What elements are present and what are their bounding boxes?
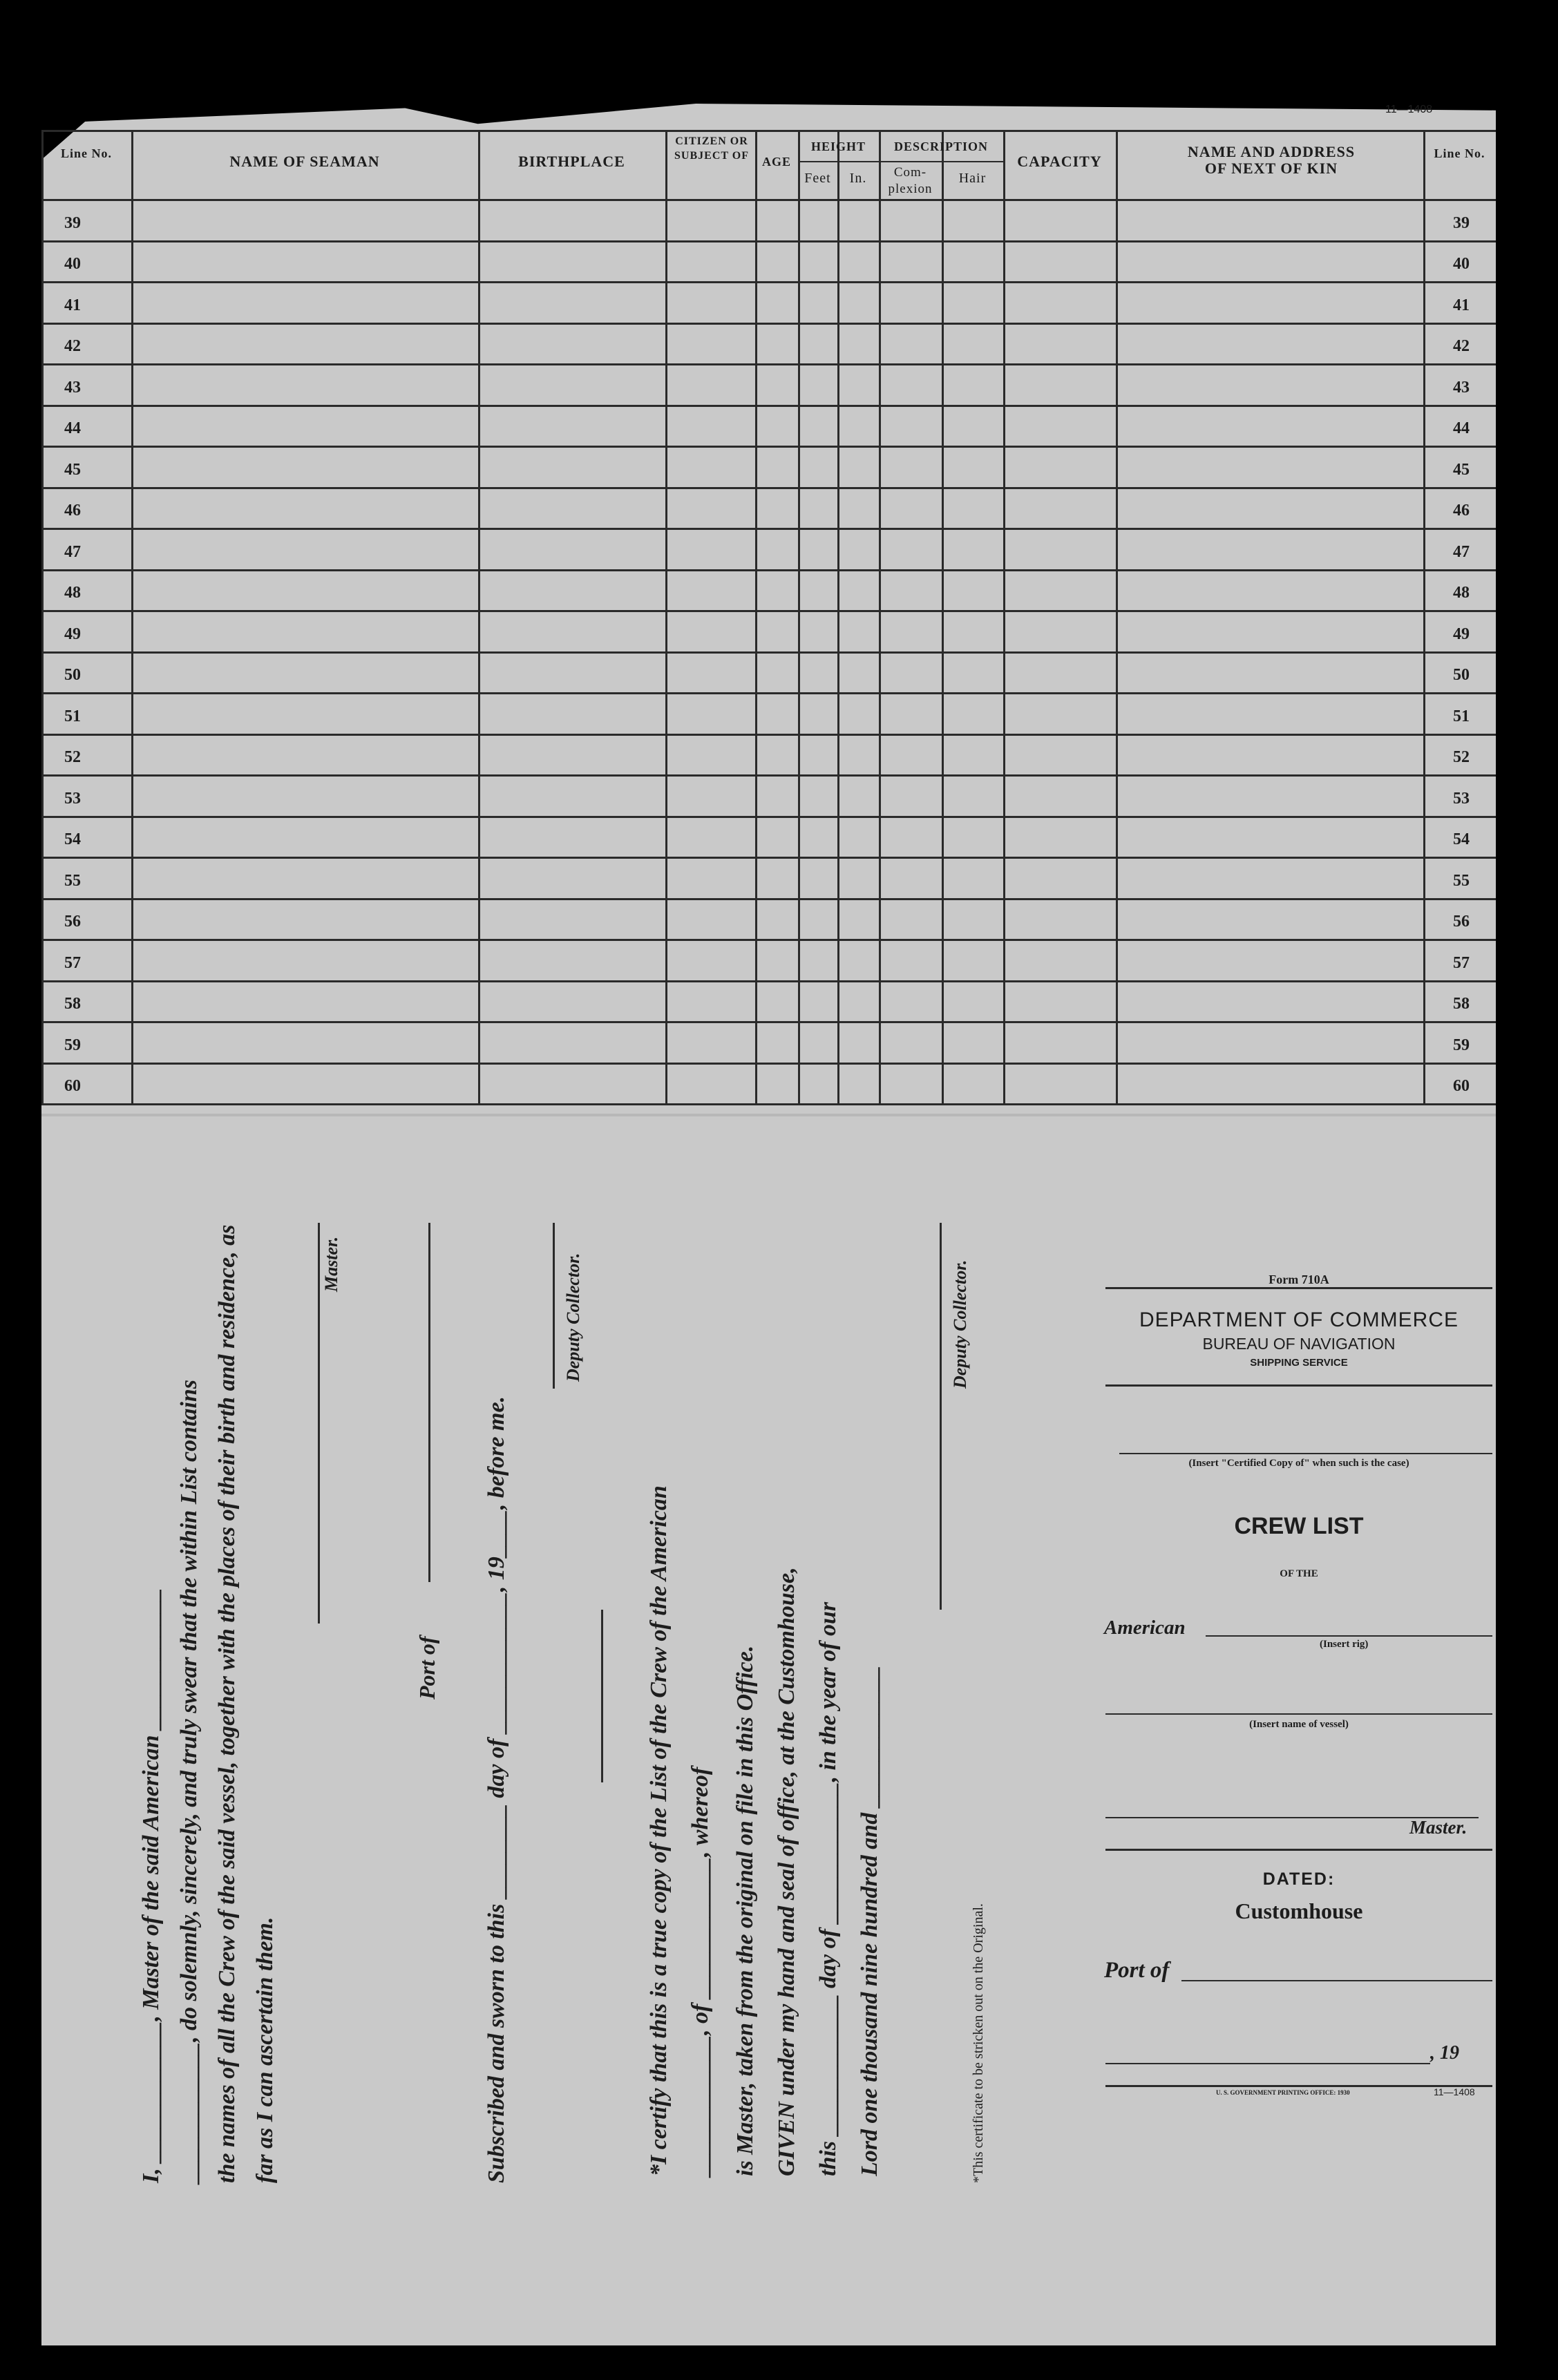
cover-rule-top <box>1105 1287 1492 1289</box>
certified-copy-line <box>1119 1453 1492 1454</box>
header-bottom-border <box>41 199 1496 201</box>
row-number-right: 56 <box>1453 913 1470 931</box>
row-divider <box>41 898 1496 900</box>
row-number-right: 48 <box>1453 584 1470 602</box>
header-hair: Hair <box>958 171 987 186</box>
cover-insert-certified: (Insert "Certified Copy of" when such is the case) <box>1188 1458 1409 1469</box>
header-name-of-seaman: NAME OF SEAMAN <box>229 153 380 170</box>
date-line <box>1105 2063 1430 2064</box>
header-complexion: Com-plexion <box>888 165 933 196</box>
cover-dated: DATED: <box>1262 1869 1336 1889</box>
row-divider <box>41 816 1496 818</box>
row-number-left: 48 <box>64 584 81 602</box>
row-number-right: 59 <box>1453 1036 1470 1054</box>
certify-line-3: is Master, taken from the original on file in this Office. <box>732 1645 758 2176</box>
port-name-line <box>1181 1980 1492 1981</box>
header-next-of-kin: NAME AND ADDRESS OF NEXT OF KIN <box>1187 143 1356 177</box>
row-divider <box>41 323 1496 325</box>
oath-master-label: Master. <box>321 1236 341 1292</box>
col-border <box>478 130 480 1104</box>
row-number-left: 45 <box>64 461 81 479</box>
footnote: *This certificate to be stricken out on the Original. <box>971 1903 986 2183</box>
row-divider <box>41 1103 1496 1105</box>
lord-line: Lord one thousand nine hundred and ____________ <box>857 1666 882 2176</box>
row-divider <box>41 569 1496 571</box>
col-border <box>1116 130 1118 1104</box>
row-number-right: 42 <box>1453 337 1470 355</box>
row-number-left: 41 <box>64 296 81 314</box>
row-divider <box>41 692 1496 694</box>
row-number-right: 55 <box>1453 872 1470 890</box>
row-number-left: 47 <box>64 543 81 561</box>
header-birthplace: BIRTHPLACE <box>518 153 625 170</box>
row-number-left: 56 <box>64 913 81 931</box>
row-divider <box>41 487 1496 489</box>
given-line: GIVEN under my hand and seal of office, at the Customhouse, <box>774 1567 799 2176</box>
cover-master: Master. <box>1409 1817 1467 1838</box>
port-line <box>428 1223 430 1582</box>
cover-form-number: Form 710A <box>1269 1273 1329 1286</box>
row-divider <box>41 734 1496 736</box>
row-number-left: 43 <box>64 379 81 397</box>
row-number-right: 46 <box>1453 502 1470 520</box>
cover-printing-office: U. S. GOVERNMENT PRINTING OFFICE: 1930 <box>1216 2089 1350 2096</box>
certify-line-2: ____________, of ____________, whereof <box>687 1767 713 2176</box>
cover-department: DEPARTMENT OF COMMERCE <box>1139 1308 1459 1331</box>
form-code-top: 11—1408 <box>1385 104 1433 115</box>
header-citizen: CITIZEN OR SUBJECT OF <box>674 135 749 162</box>
cover-american: American <box>1104 1617 1186 1639</box>
row-divider <box>41 1063 1496 1065</box>
row-divider <box>41 405 1496 407</box>
header-inches: In. <box>849 171 867 186</box>
row-number-right: 57 <box>1453 954 1470 972</box>
col-border <box>755 130 757 1104</box>
row-divider <box>41 1021 1496 1023</box>
header-height: HEIGHT <box>810 140 866 153</box>
col-border <box>942 130 944 1104</box>
row-number-right: 49 <box>1453 625 1470 643</box>
oath-line-1: I, ____________, Master of the said American ____________ <box>138 1588 164 2183</box>
row-number-left: 44 <box>64 419 81 437</box>
row-number-left: 57 <box>64 954 81 972</box>
row-number-right: 39 <box>1453 214 1470 232</box>
vessel-name-line <box>1105 1713 1492 1715</box>
rig-line <box>1206 1635 1492 1637</box>
cover-bureau: BUREAU OF NAVIGATION <box>1202 1335 1396 1353</box>
cover-insert-name: (Insert name of vessel) <box>1249 1719 1349 1730</box>
row-number-right: 44 <box>1453 419 1470 437</box>
row-number-left: 54 <box>64 830 81 848</box>
row-number-left: 52 <box>64 748 81 766</box>
row-divider <box>41 774 1496 777</box>
row-divider <box>41 651 1496 654</box>
col-border <box>1423 130 1425 1104</box>
cover-crew-list: CREW LIST <box>1234 1513 1364 1539</box>
deputy-line-1b <box>553 1223 555 1389</box>
row-number-right: 41 <box>1453 296 1470 314</box>
row-divider <box>41 281 1496 283</box>
fold-line <box>41 1114 1496 1116</box>
cover-port-of: Port of <box>1104 1958 1170 1983</box>
height-subheader-rule <box>798 161 879 162</box>
row-number-right: 58 <box>1453 995 1470 1013</box>
col-border <box>798 130 800 1104</box>
row-number-right: 47 <box>1453 543 1470 561</box>
deputy-line-1 <box>601 1610 603 1782</box>
row-number-right: 53 <box>1453 790 1470 808</box>
oath-line-4: far as I can ascertain them. <box>252 1916 278 2183</box>
oath-line-2: ____________, do solemnly, sincerely, and truly swear that the within List contains <box>176 1379 202 2183</box>
row-divider <box>41 610 1496 612</box>
header-capacity: CAPACITY <box>1017 153 1102 170</box>
row-number-left: 49 <box>64 625 81 643</box>
row-number-left: 42 <box>64 337 81 355</box>
cover-form-code: 11—1408 <box>1434 2086 1475 2097</box>
row-divider <box>41 446 1496 448</box>
row-number-right: 43 <box>1453 379 1470 397</box>
row-number-right: 54 <box>1453 830 1470 848</box>
col-border <box>131 130 133 1104</box>
row-number-left: 60 <box>64 1077 81 1095</box>
row-divider <box>41 939 1496 941</box>
row-number-left: 55 <box>64 872 81 890</box>
table-top-border <box>41 130 1496 132</box>
cover-year: , 19 <box>1430 2042 1459 2064</box>
row-number-right: 52 <box>1453 748 1470 766</box>
cover-insert-rig: (Insert rig) <box>1320 1639 1369 1650</box>
cover-rule-2 <box>1105 1384 1492 1387</box>
row-number-left: 51 <box>64 707 81 725</box>
row-divider <box>41 240 1496 242</box>
oath-line-3: the names of all the Crew of the said vessel, together with the places of their birth and residence, as <box>214 1224 240 2183</box>
col-border <box>665 130 667 1104</box>
cover-rule-3 <box>1105 1849 1492 1851</box>
crew-table <box>41 130 1496 1104</box>
oath-port-of: Port of <box>415 1636 439 1700</box>
row-number-right: 60 <box>1453 1077 1470 1095</box>
cover-customhouse: Customhouse <box>1235 1898 1363 1923</box>
row-number-left: 53 <box>64 790 81 808</box>
row-divider <box>41 857 1496 859</box>
row-number-left: 59 <box>64 1036 81 1054</box>
row-number-right: 40 <box>1453 255 1470 273</box>
col-border <box>837 130 839 1104</box>
row-number-left: 46 <box>64 502 81 520</box>
description-subheader-rule <box>879 161 1003 162</box>
row-divider <box>41 528 1496 530</box>
deputy-line-2 <box>940 1223 942 1610</box>
cover-service: SHIPPING SERVICE <box>1250 1357 1348 1369</box>
row-number-left: 40 <box>64 255 81 273</box>
certify-line-1: *I certify that this is a true copy of the List of the Crew of the American <box>646 1485 672 2176</box>
row-divider <box>41 363 1496 365</box>
row-number-left: 50 <box>64 666 81 684</box>
row-number-right: 51 <box>1453 707 1470 725</box>
row-number-right: 45 <box>1453 461 1470 479</box>
row-number-left: 58 <box>64 995 81 1013</box>
col-border <box>879 130 881 1104</box>
header-description: DESCRIPTION <box>893 140 989 153</box>
row-number-right: 50 <box>1453 666 1470 684</box>
oath-deputy-collector-1: Deputy Collector. <box>563 1253 583 1382</box>
header-age: AGE <box>761 155 791 169</box>
header-feet: Feet <box>804 171 831 186</box>
this-day-line: this ____________ day of ____________, in the year of our <box>815 1601 841 2176</box>
master-signature-line <box>318 1223 320 1624</box>
row-number-left: 39 <box>64 214 81 232</box>
oath-deputy-collector-2: Deputy Collector. <box>950 1259 970 1389</box>
oath-subscribed: Subscribed and sworn to this ________ day of ____________, 19____, before me. <box>484 1396 509 2183</box>
cover-of-the: OF THE <box>1280 1568 1318 1579</box>
row-divider <box>41 980 1496 982</box>
col-border <box>1003 130 1005 1104</box>
header-line-no: Line No. <box>60 146 112 160</box>
header-line-no-right: Line No. <box>1434 146 1485 160</box>
